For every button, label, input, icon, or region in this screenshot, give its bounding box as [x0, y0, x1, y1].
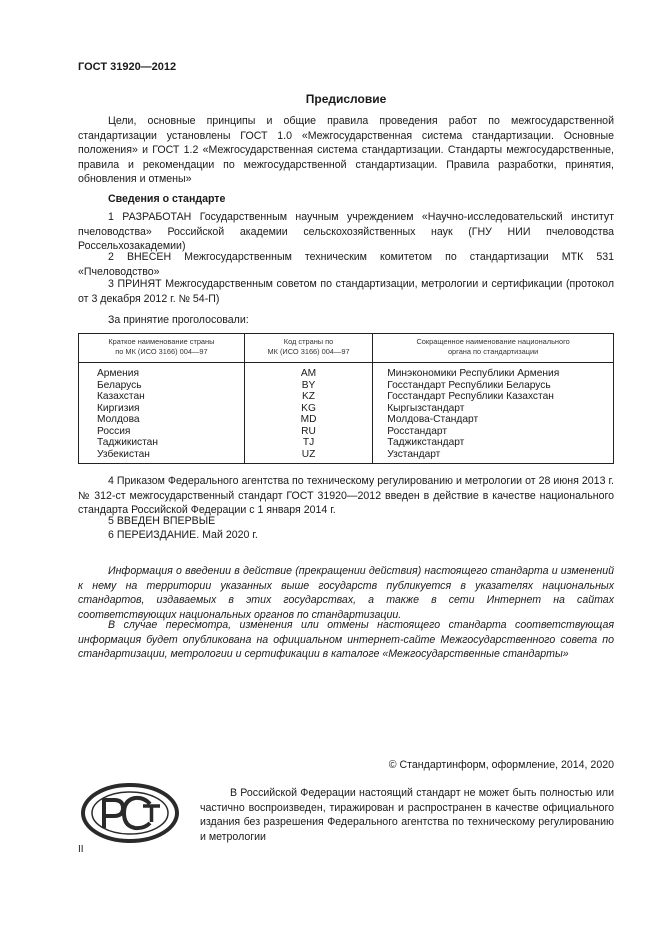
item-4-order: 4 Приказом Федерального агентства по техническому регулированию и метрологии от 28 июня 2013 г. № 312-ст межгосударственный стандарт ГОСТ 31920—2012 введен в действие в качестве национального стандарта Российской Федерации с 1 января 2014 г. — [78, 475, 614, 517]
item-1-developed: 1 РАЗРАБОТАН Государственным научным учреждением «Научно-исследовательский институт пчеловодства» Российской академии сельскохозяйственных наук (ГНУ НИИ пчеловодства Россельхозакадемии) — [78, 211, 614, 253]
table-header-row — [79, 334, 614, 363]
intro-paragraph: Цели, основные принципы и общие правила проведения работ по межгосударственной стандартизации установлены ГОСТ 1.0 «Межгосударственная система стандартизации. Основные положения» и ГОСТ 1.2 «Межгосударственная система стандартизации. Стандарты межгосударственные, правила и рекомендации по межгосударственной стандартизации. Правила разработки, принятия, обновления и отмены» — [78, 115, 614, 186]
table-row: Россия RU Росстандарт — [79, 426, 614, 438]
info-paragraph-2: В случае пересмотра, изменения или отмены настоящего стандарта соответствующая информация будет опубликована на официальном интернет-сайте Межгосударственного совета по стандартизации, метрологии и сертификации в каталоге «Межгосударственные стандарты» — [78, 619, 614, 661]
table-row: Молдова MD Молдова-Стандарт — [79, 414, 614, 426]
table-row: Киргизия KG Кыргызстандарт — [79, 403, 614, 415]
item-2-introduced: 2 ВНЕСЕН Межгосударственным техническим комитетом по стандартизации МТК 531 «Пчеловодство» — [78, 251, 614, 278]
voted-label: За принятие проголосовали: — [108, 314, 249, 326]
header-country: Краткое наименование страны по МК (ИСО 3166) 004—97 — [79, 334, 245, 363]
table-row: Узбекистан UZ Узстандарт — [79, 449, 614, 464]
header-authority: Сокращенное наименование национального органа по стандартизации — [373, 334, 614, 363]
item-3-adopted: 3 ПРИНЯТ Межгосударственным советом по стандартизации, метрологии и сертификации (протокол от 3 декабря 2012 г. № 54-П) — [78, 278, 614, 305]
document-code-header: ГОСТ 31920—2012 — [78, 61, 177, 73]
page-number: II — [78, 844, 84, 855]
table-row: Беларусь BY Госстандарт Республики Беларусь — [79, 380, 614, 392]
table-row: Таджикистан TJ Таджикстандарт — [79, 437, 614, 449]
header-code: Код страны по МК (ИСО 3166) 004—97 — [244, 334, 372, 363]
copyright-notice: В Российской Федерации настоящий стандарт не может быть полностью или частично воспроизведен, тиражирован и распространен в качестве официального издания без разрешения Федерального агентства по техническому регулированию и метрологии — [200, 787, 614, 843]
item-5-first-introduced: 5 ВВЕДЕН ВПЕРВЫЕ — [108, 515, 216, 527]
voting-table — [78, 333, 614, 464]
rst-certification-logo-icon — [80, 782, 180, 849]
copyright-line: © Стандартинформ, оформление, 2014, 2020 — [388, 759, 614, 771]
item-6-reissue: 6 ПЕРЕИЗДАНИЕ. Май 2020 г. — [108, 529, 258, 541]
section-title: Сведения о стандарте — [108, 193, 226, 205]
info-paragraph-1: Информация о введении в действие (прекращении действия) настоящего стандарта и изменений к нему на территории указанных выше государств публикуется в указателях национальных стандартов, издаваемых в этих государствах, а также в сети Интернет на сайтах соответствующих национальных органов по стандартизации. — [78, 565, 614, 621]
page-title: Предисловие — [305, 92, 387, 106]
table-row: Казахстан KZ Госстандарт Республики Казахстан — [79, 391, 614, 403]
table-row: Армения AM Минэкономики Республики Армения — [79, 363, 614, 380]
